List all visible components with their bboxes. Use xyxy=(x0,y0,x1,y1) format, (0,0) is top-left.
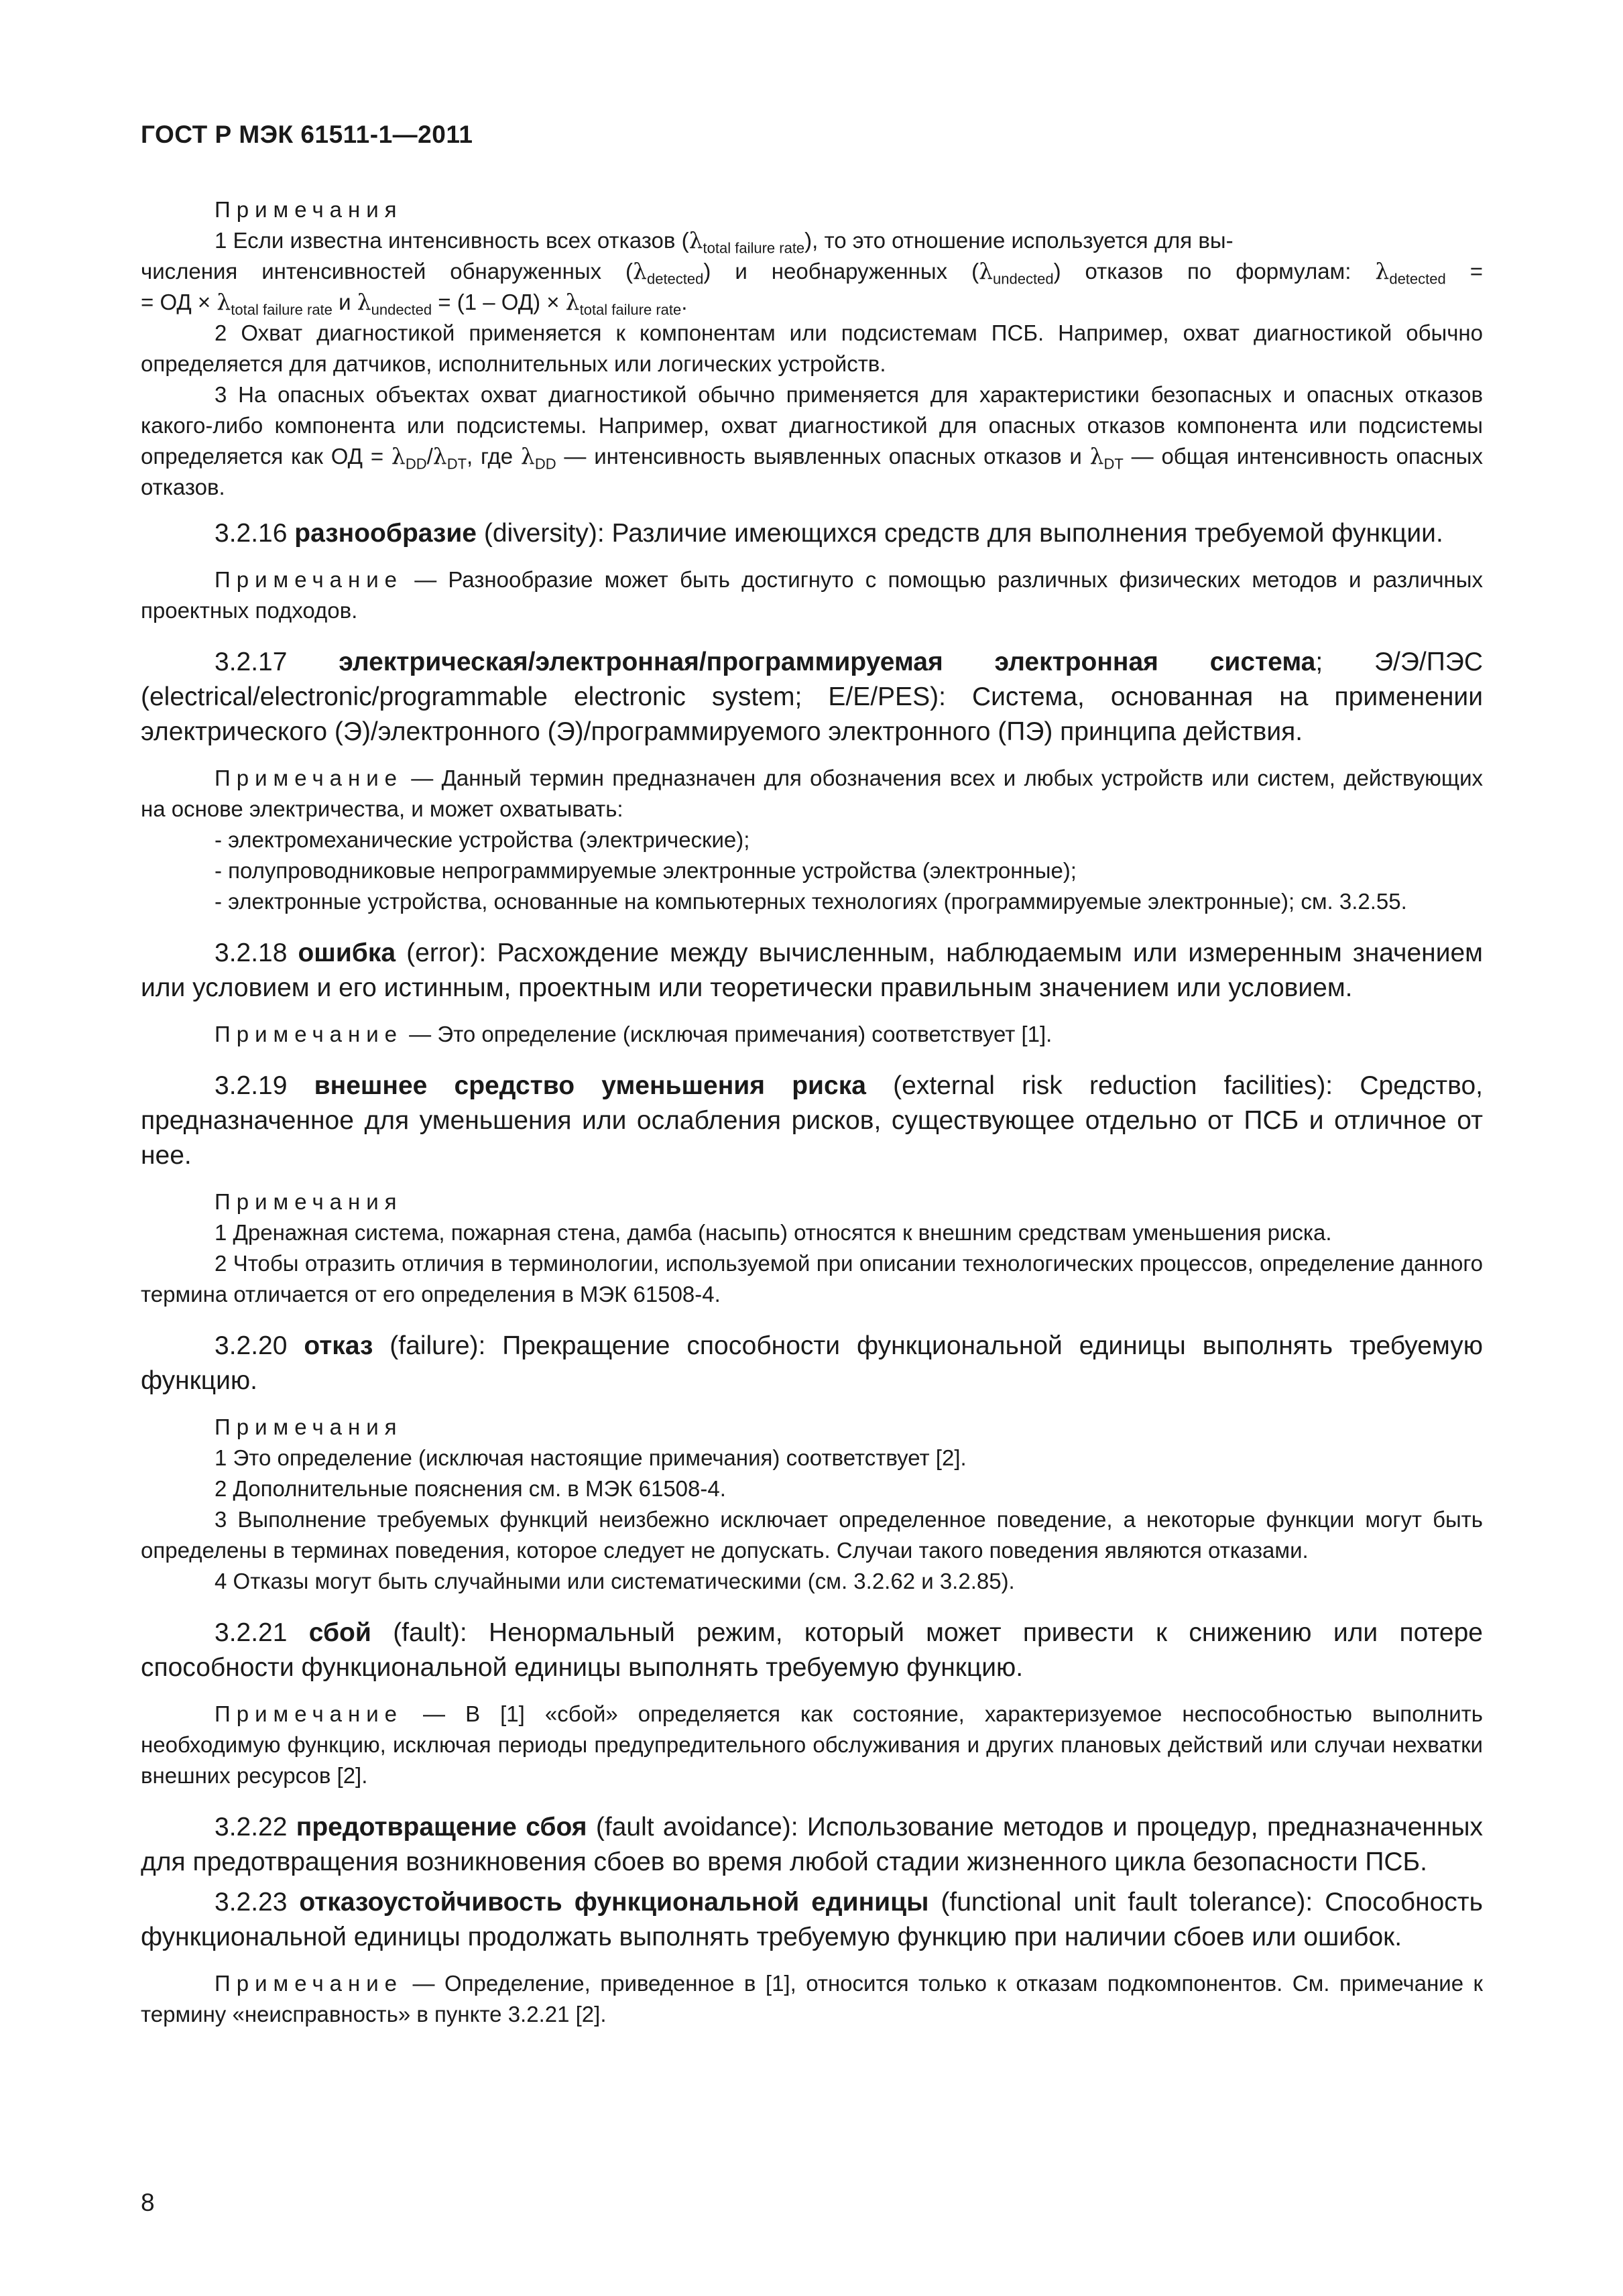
note-formula: = ОД × $\lambda_{total failure rate}$ и $\lambda_{undected} = (1 - ОД) \times \lambda_{total failure rate}$. xyxy=(141,289,688,318)
note-paragraph: 3 Выполнение требуемых функций неизбежно исключает определенное поведение, а некоторые функции могут быть определены в терминах поведения, которое следует не допускать. Случаи такого поведения являются отказами. xyxy=(141,1507,1483,1563)
list-item: - электромеханические устройства (электрические); xyxy=(215,827,750,852)
page-number: 8 xyxy=(141,2189,155,2216)
note-paragraph: 4 Отказы могут быть случайными или систематическими (см. 3.2.62 и 3.2.85). xyxy=(215,1569,1015,1593)
document-body xyxy=(141,194,1483,2030)
term-3-2-23: 3.2.23 отказоустойчивость функциональной единицы (functional unit fault tolerance): Способность функциональной единицы продолжать выполнять требуемую функцию при наличии сбоев или ошибок. xyxy=(141,1888,1483,1951)
note-paragraph: 1 Если известна интенсивность всех отказов $(\lambda_{total failure rate})$, то это отношение используется для вы- xyxy=(215,227,1234,257)
note-paragraph: 3 На опасных объектах охват диагностикой обычно применяется для характеристики безопасных и опасных отказов какого-либо компонента или подсистемы. Например, охват диагностикой для опасных отказов компонента или подсистемы определяется как ОД = $\lambda_{DD}/\lambda_{DT}$, где $\lambda_{DD}$ — интенсивность выявленных опасных отказов и $\lambda_{DT}$ — общая интенсивность опасных отказов. xyxy=(141,382,1483,499)
note-paragraph: 2 Чтобы отразить отличия в терминологии, используемой при описании технологических процессов, определение данного термина отличается от его определения в МЭК 61508-4. xyxy=(141,1251,1483,1307)
note-paragraph: 2 Дополнительные пояснения см. в МЭК 61508-4. xyxy=(215,1476,726,1501)
term-3-2-16: 3.2.16 разнообразие (diversity): Различие имеющихся средств для выполнения требуемой функции. xyxy=(215,519,1443,548)
term-3-2-22: 3.2.22 предотвращение сбоя (fault avoidance): Использование методов и процедур, предназначенных для предотвращения возникновения сбоев во время любой стадии жизненного цикла безопасности ПСБ. xyxy=(141,1813,1483,1876)
term-3-2-18: 3.2.18 ошибка (error): Расхождение между вычисленным, наблюдаемым или измеренным значением или условием и его истинным, проектным или теоретически правильным значением или условием. xyxy=(141,939,1483,1002)
term-3-2-17: 3.2.17 электрическая/электронная/программируемая электронная система; Э/Э/ПЭС (electrical/electronic/programmable electronic system; E/E/PES): Система, основанная на применении электрического (Э)/электронного (Э)/программируемого электронного (ПЭ) принципа действия. xyxy=(141,648,1483,746)
note-3-2-23: Примечание — Определение, приведенное в [1], относится только к отказам подкомпонентов. См. примечание к термину «неисправность» в пункте 3.2.21 [2]. xyxy=(141,1971,1483,2027)
list-item: - полупроводниковые непрограммируемые электронные устройства (электронные); xyxy=(215,858,1077,883)
note-3-2-16: Примечание — Разнообразие может быть достигнуто с помощью различных физических методов и различных проектных подходов. xyxy=(141,567,1483,623)
note-3-2-17: Примечание — Данный термин предназначен для обозначения всех и любых устройств или систем, действующих на основе электричества, и может охватывать: xyxy=(141,766,1484,821)
term-3-2-21: 3.2.21 сбой (fault): Ненормальный режим, который может привести к снижению или потере способности функциональной единицы выполнять требуемую функцию. xyxy=(141,1618,1483,1682)
list-item: - электронные устройства, основанные на компьютерных технологиях (программируемые электронные); см. 3.2.55. xyxy=(215,889,1407,914)
note-paragraph: 2 Охват диагностикой применяется к компонентам или подсистемам ПСБ. Например, охват диагностикой обычно определяется для датчиков, исполнительных или логических устройств. xyxy=(141,320,1483,376)
note-3-2-18: Примечание — Это определение (исключая примечания) соответствует [1]. xyxy=(215,1022,1053,1046)
note-3-2-21: Примечание — В [1] «сбой» определяется как состояние, характеризуемое неспособностью выполнить необходимую функцию, исключая периоды предупредительного обслуживания и других плановых действий или случаи нехватки внешних ресурсов [2]. xyxy=(141,1701,1483,1788)
note-paragraph: числения интенсивностей обнаруженных $(\lambda_{detected})$ и необнаруженных $(\lambda_{undected})$ отказов по формулам: $\lambda_{detected}$ = xyxy=(141,258,1483,288)
notes-title: Примечания xyxy=(215,1189,403,1214)
note-paragraph: 1 Это определение (исключая настоящие примечания) соответствует [2]. xyxy=(215,1445,967,1470)
document-header: ГОСТ Р МЭК 61511-1—2011 xyxy=(141,121,473,148)
note-paragraph: 1 Дренажная система, пожарная стена, дамба (насыпь) относятся к внешним средствам уменьшения риска. xyxy=(215,1220,1332,1245)
term-3-2-20: 3.2.20 отказ (failure): Прекращение способности функциональной единицы выполнять требуемую функцию. xyxy=(141,1331,1483,1395)
notes-title: Примечания xyxy=(215,197,403,222)
notes-title: Примечания xyxy=(215,1414,403,1439)
term-3-2-19: 3.2.19 внешнее средство уменьшения риска (external risk reduction facilities): Средство, предназначенное для уменьшения или ослабления рисков, существующее отдельно от ПСБ и отличное от нее. xyxy=(141,1071,1483,1170)
